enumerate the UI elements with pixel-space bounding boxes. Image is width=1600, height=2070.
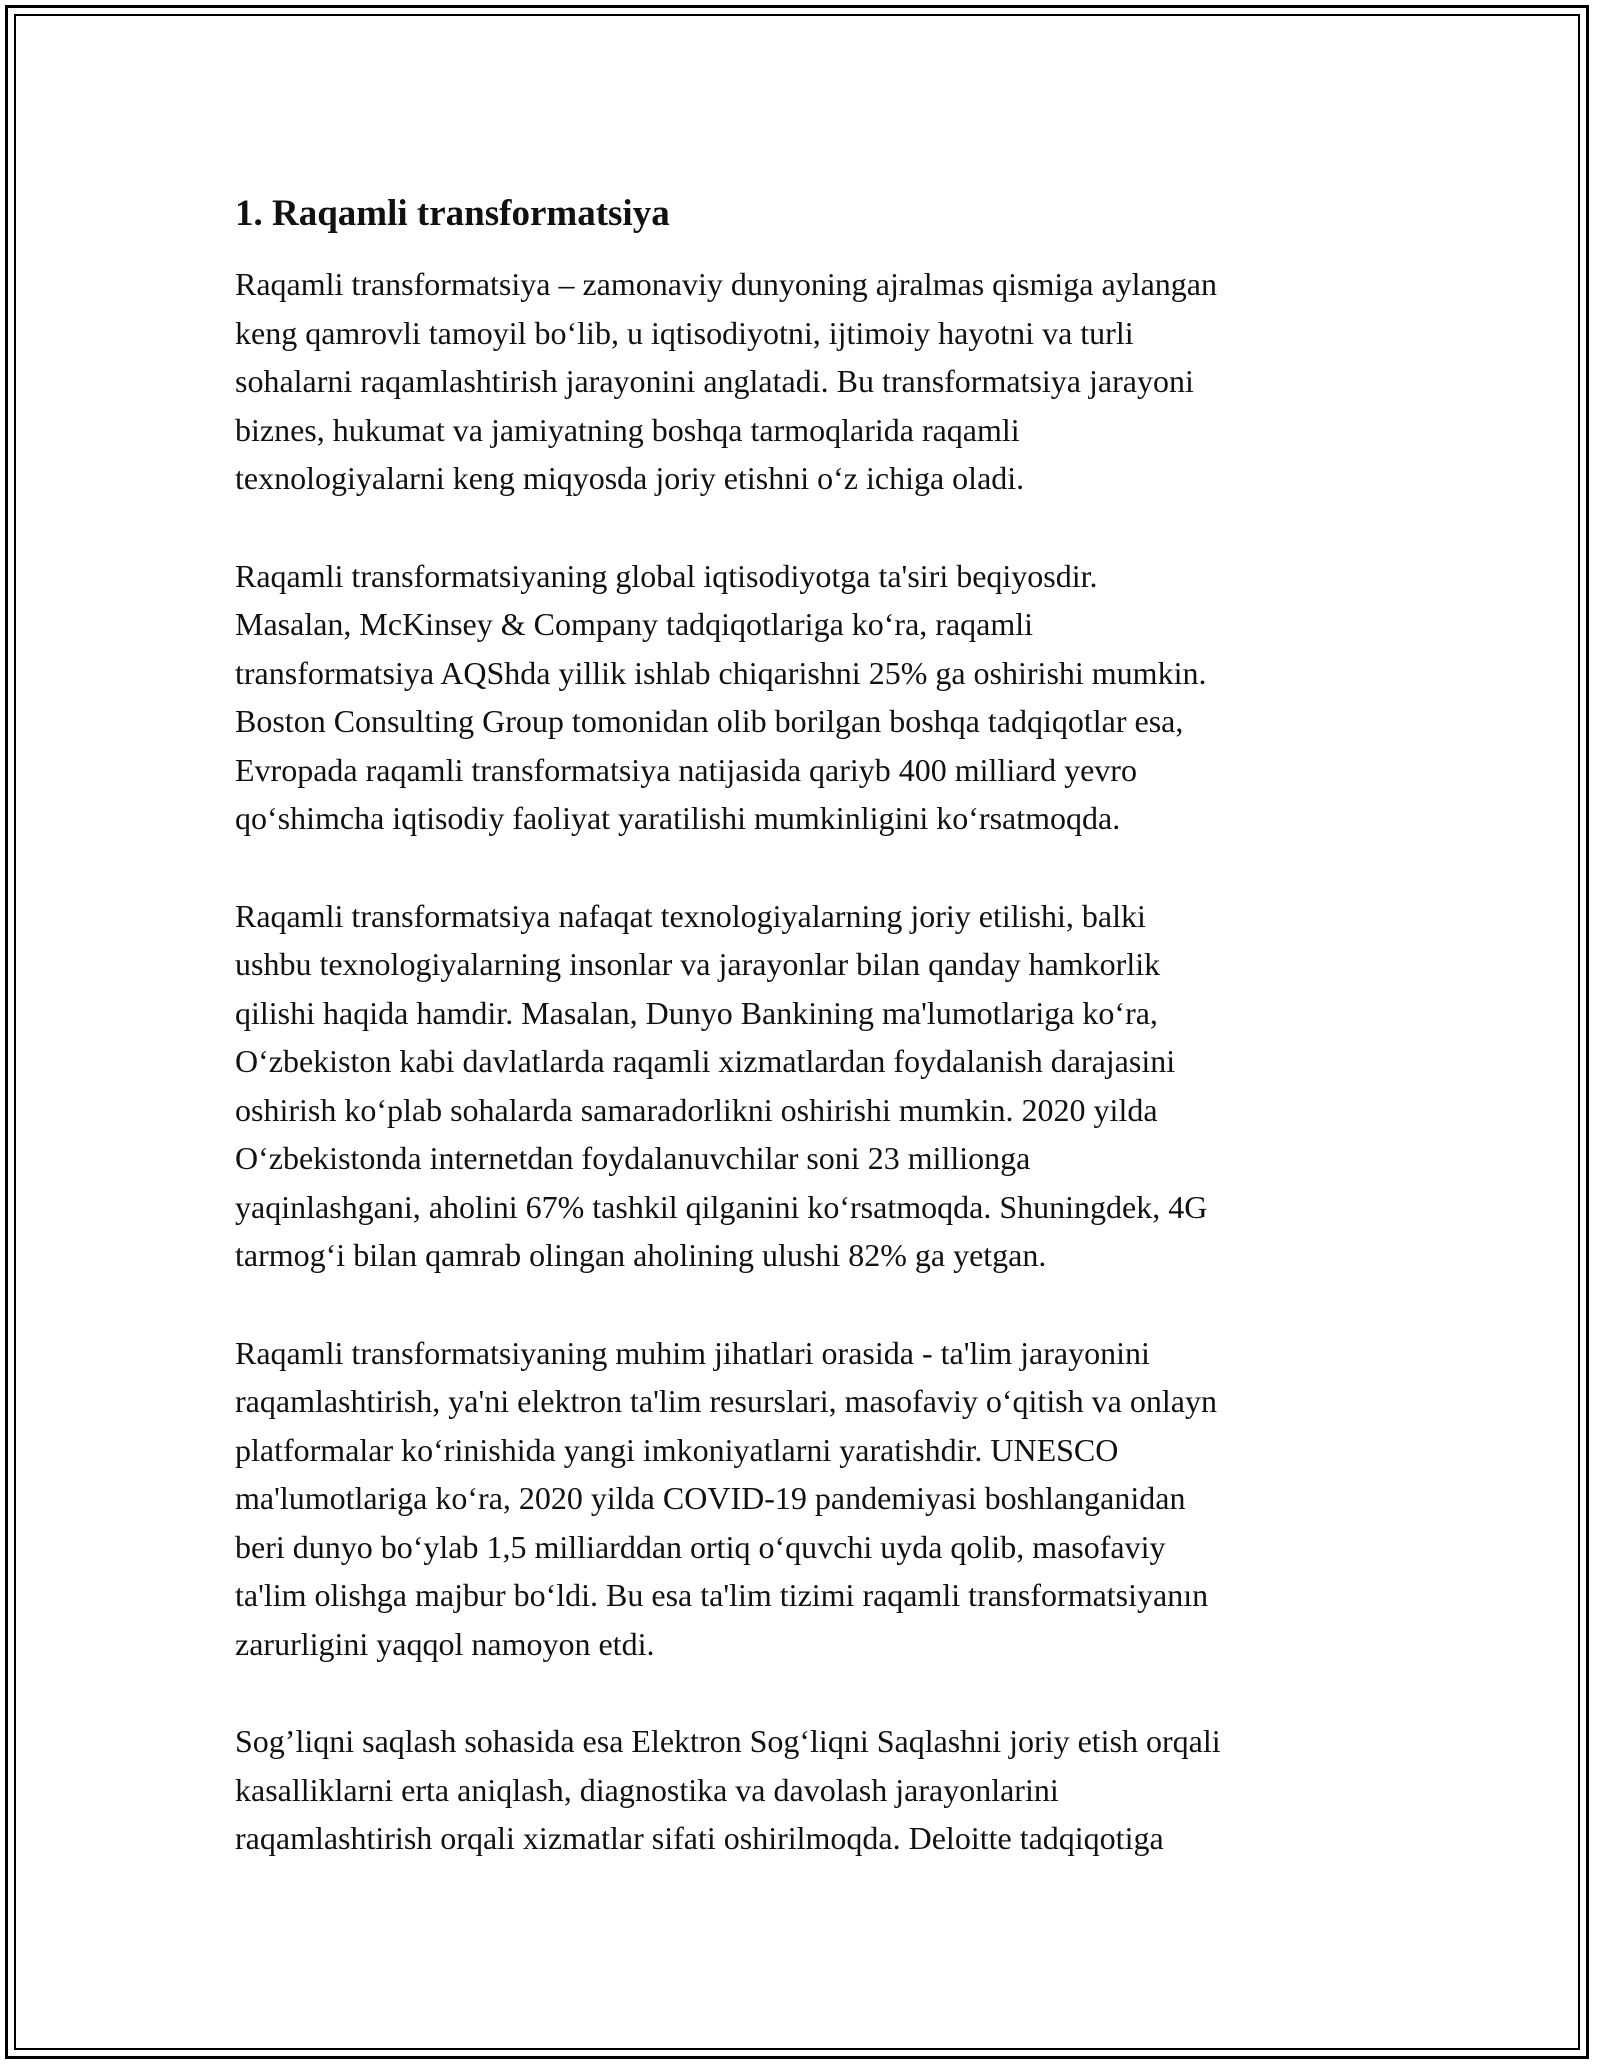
paragraph-2: Raqamli transformatsiyaning global iqtisodiyotga ta'siri beqiyosdir. Masalan, McKinsey & Company tadqiqotlariga ko‘ra, raqamli transformatsiya AQShda yillik ishlab chiqarishni 25% ga oshirishi mumkin. Boston Consulting Group tomonidan olib borilgan boshqa tadqiqotlar esa, Evropada raqamli transformatsiya natijasida qariyb 400 milliard yevro qo‘shimcha iqtisodiy faoliyat yaratilishi mumkinligini ko‘rsatmoqda. — [235, 557, 1207, 836]
paragraph-4: Raqamli transformatsiyaning muhim jihatlari orasida - ta'lim jarayonini raqamlashtirish, ya'ni elektron ta'lim resurslari, masofaviy o‘qitish va onlayn platformalar ko‘rinishida yangi imkoniyatlarni yaratishdir. UNESCO ma'lumotlariga ko‘ra, 2020 yilda COVID-19 pandemiyasi boshlanganidan beri dunyo bo‘ylab 1,5 milliarddan ortiq o‘quvchi uyda qolib, masofaviy ta'lim olishga majbur bo‘ldi. Bu esa ta'lim tizimi raqamli transformatsiyanın zarurligini yaqqol namoyon etdi. — [235, 1334, 1217, 1662]
paragraph-3: Raqamli transformatsiya nafaqat texnologiyalarning joriy etilishi, balki ushbu texnologiyalarning insonlar va jarayonlar bilan qanday hamkorlik qilishi haqida hamdir. Masalan, Dunyo Bankining ma'lumotlariga ko‘ra, O‘zbekiston kabi davlatlarda raqamli xizmatlardan foydalanish darajasini oshirish ko‘plab sohalarda samaradorlikni oshirishi mumkin. 2020 yilda O‘zbekistonda internetdan foydalanuvchilar soni 23 millionga yaqinlashgani, aholini 67% tashkil qilganini ko‘rsatmoqda. Shuningdek, 4G tarmog‘i bilan qamrab olingan aholining ulushi 82% ga yetgan. — [235, 897, 1208, 1273]
paragraph-1: Raqamli transformatsiya – zamonaviy dunyoning ajralmas qismiga aylangan keng qamrovli tamoyil bo‘lib, u iqtisodiyotni, ijtimoiy hayotni va turli sohalarni raqamlashtirish jarayonini anglatadi. Bu transformatsiya jarayoni biznes, hukumat va jamiyatning boshqa tarmoqlarida raqamli texnologiyalarni keng miqyosda joriy etishni o‘z ichiga oladi. — [235, 266, 1217, 496]
section-heading: 1. Raqamli transformatsiya — [235, 193, 670, 234]
document-body — [235, 188, 1385, 1912]
paragraph-5: Sog’liqni saqlash sohasida esa Elektron Sog‘liqni Saqlashni joriy etish orqali kasalliklarni erta aniqlash, diagnostika va davolash jarayonlarini raqamlashtirish orqali xizmatlar sifati oshirilmoqda. Deloitte tadqiqotiga — [235, 1723, 1221, 1856]
